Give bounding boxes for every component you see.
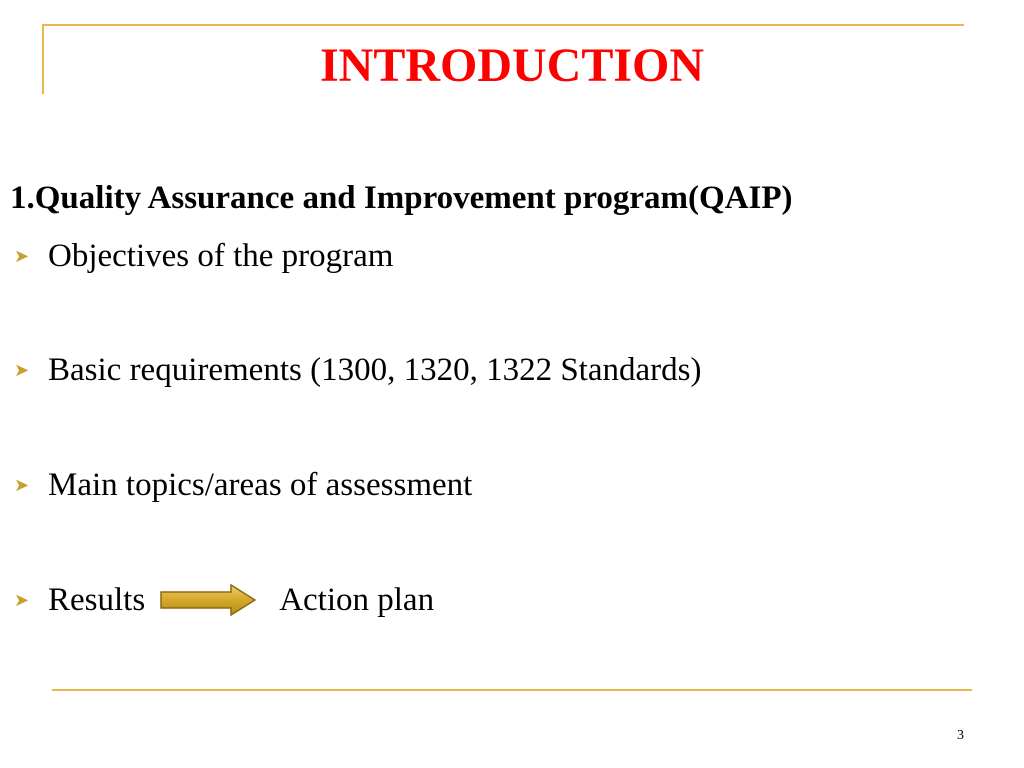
chevron-right-icon: ➤ — [14, 359, 30, 380]
list-item-text: Objectives of the program — [48, 238, 394, 274]
list-item — [10, 580, 434, 620]
right-arrow-icon — [159, 583, 257, 617]
list-item-text: Basic requirements (1300, 1320, 1322 Standards) — [48, 352, 702, 388]
list-item — [10, 236, 393, 276]
chevron-right-icon: ➤ — [14, 589, 30, 610]
chevron-right-icon: ➤ — [14, 245, 30, 266]
list-item-text: Results — [48, 582, 146, 618]
section-heading: 1.Quality Assurance and Improvement program(QAIP) — [10, 180, 793, 216]
top-border-line — [42, 24, 964, 26]
bottom-divider — [52, 689, 972, 691]
list-item — [10, 465, 472, 505]
page-number: 3 — [957, 728, 964, 743]
list-item-text: Main topics/areas of assessment — [48, 467, 473, 503]
chevron-right-icon: ➤ — [14, 474, 30, 495]
list-item — [10, 350, 701, 390]
list-item-text-after: Action plan — [279, 582, 435, 618]
slide-title: INTRODUCTION — [319, 39, 705, 92]
